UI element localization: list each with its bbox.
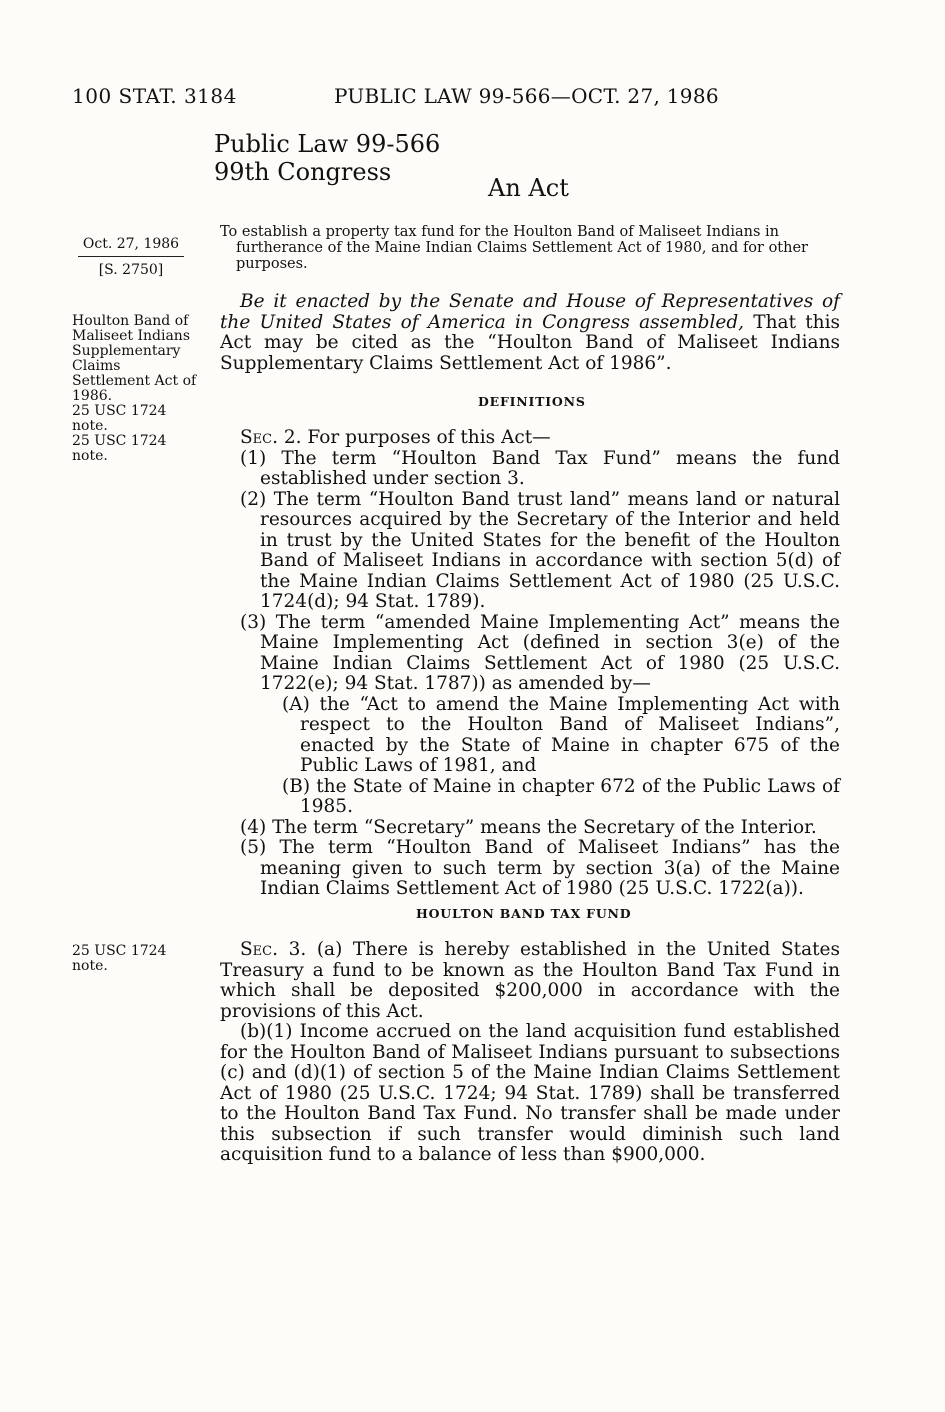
sec3-label: Sec. 3.	[240, 939, 307, 960]
definition-3: (3) The term “amended Maine Implementing Act” means the Maine Implementing Act (defined in section 3(e) of the Maine Indian Claims Settlement Act of 1980 (25 U.S.C. 1722(e); 94 Stat. 1787)) as amended by—	[240, 611, 840, 694]
enactment-date: Oct. 27, 1986	[82, 236, 180, 252]
definition-3a: (A) the “Act to amend the Maine Implementing Act with respect to the Houlton Band of Maliseet Indians”, enacted by the State of Maine in chapter 675 of the Public Laws of 1981, and	[282, 693, 840, 776]
title-block	[214, 130, 440, 186]
bill-number: [S. 2750]	[98, 262, 164, 278]
sec2-intro: For purposes of this Act—	[301, 427, 551, 448]
short-title-text: That this Act may be cited as the “Houlton Band of Maliseet Indians Supplementary Claims Settlement Act of 1986”.	[220, 311, 840, 374]
usc-note-3: 25 USC 1724 note.	[72, 943, 167, 974]
definition-4: (4) The term “Secretary” means the Secretary of the Interior.	[240, 816, 817, 838]
short-title-note: Houlton Band of Maliseet Indians Supplementary Claims Settlement Act of 1986.	[72, 313, 197, 404]
enacting-paragraph	[220, 292, 840, 374]
purpose-clause: To establish a property tax fund for the Houlton Band of Maliseet Indians in furtherance of the Maine Indian Claims Settlement Act of 1980, and for other purposes.	[220, 224, 808, 272]
an-act-title: An Act	[488, 174, 569, 202]
definition-2: (2) The term “Houlton Band trust land” means land or natural resources acquired by the Secretary of the Interior and held in trust by the United States for the benefit of the Houlton Band of Maliseet Indians in accordance with section 5(d) of the Maine Indian Claims Settlement Act of 1980 (25 U.S.C. 1724(d); 94 Stat. 1789).	[240, 488, 840, 612]
definitions-heading: DEFINITIONS	[478, 394, 586, 409]
section-2	[220, 428, 840, 900]
running-head: PUBLIC LAW 99-566—OCT. 27, 1986	[334, 84, 719, 108]
stat-reference: 100 STAT. 3184	[72, 84, 237, 108]
sec3-para-a: (a) There is hereby established in the United States Treasury a fund to be known as the Houlton Band Tax Fund in which shall be deposited $200,000 in accordance with the provisions of this Act.	[220, 939, 840, 1022]
enacting-clause: Be it enacted by the Senate and House of Representatives of the United States of America in Congress assembled,	[220, 291, 840, 333]
definition-5: (5) The term “Houlton Band of Maliseet Indians” has the meaning given to such term by section 3(a) of the Maine Indian Claims Settlement Act of 1980 (25 U.S.C. 1722(a)).	[240, 837, 840, 899]
usc-note-2: 25 USC 1724 note.	[72, 433, 167, 464]
enactment-date-note	[72, 236, 190, 278]
margin-short-title-note	[72, 314, 202, 464]
section-3	[220, 940, 840, 1166]
sec3-para-b1: (b)(1) Income accrued on the land acquisition fund established for the Houlton Band of Maliseet Indians pursuant to subsections (c) and (d)(1) of section 5 of the Maine Indian Claims Settlement Act of 1980 (25 U.S.C. 1724; 94 Stat. 1789) shall be transferred to the Houlton Band Tax Fund. No transfer shall be made under this subsection if such transfer would diminish such land acquisition fund to a balance of less than $900,000.	[220, 1021, 840, 1165]
tax-fund-heading: HOULTON BAND TAX FUND	[416, 906, 632, 921]
public-law-number: Public Law 99-566	[214, 130, 441, 158]
congress-number: 99th Congress	[214, 158, 392, 186]
sec2-label: Sec. 2.	[240, 427, 302, 448]
usc-note-1: 25 USC 1724 note.	[72, 403, 167, 434]
date-divider	[78, 256, 184, 257]
definition-3b: (B) the State of Maine in chapter 672 of the Public Laws of 1985.	[282, 775, 840, 817]
definition-1: (1) The term “Houlton Band Tax Fund” means the fund established under section 3.	[240, 447, 840, 489]
margin-usc-note-3	[72, 944, 202, 974]
